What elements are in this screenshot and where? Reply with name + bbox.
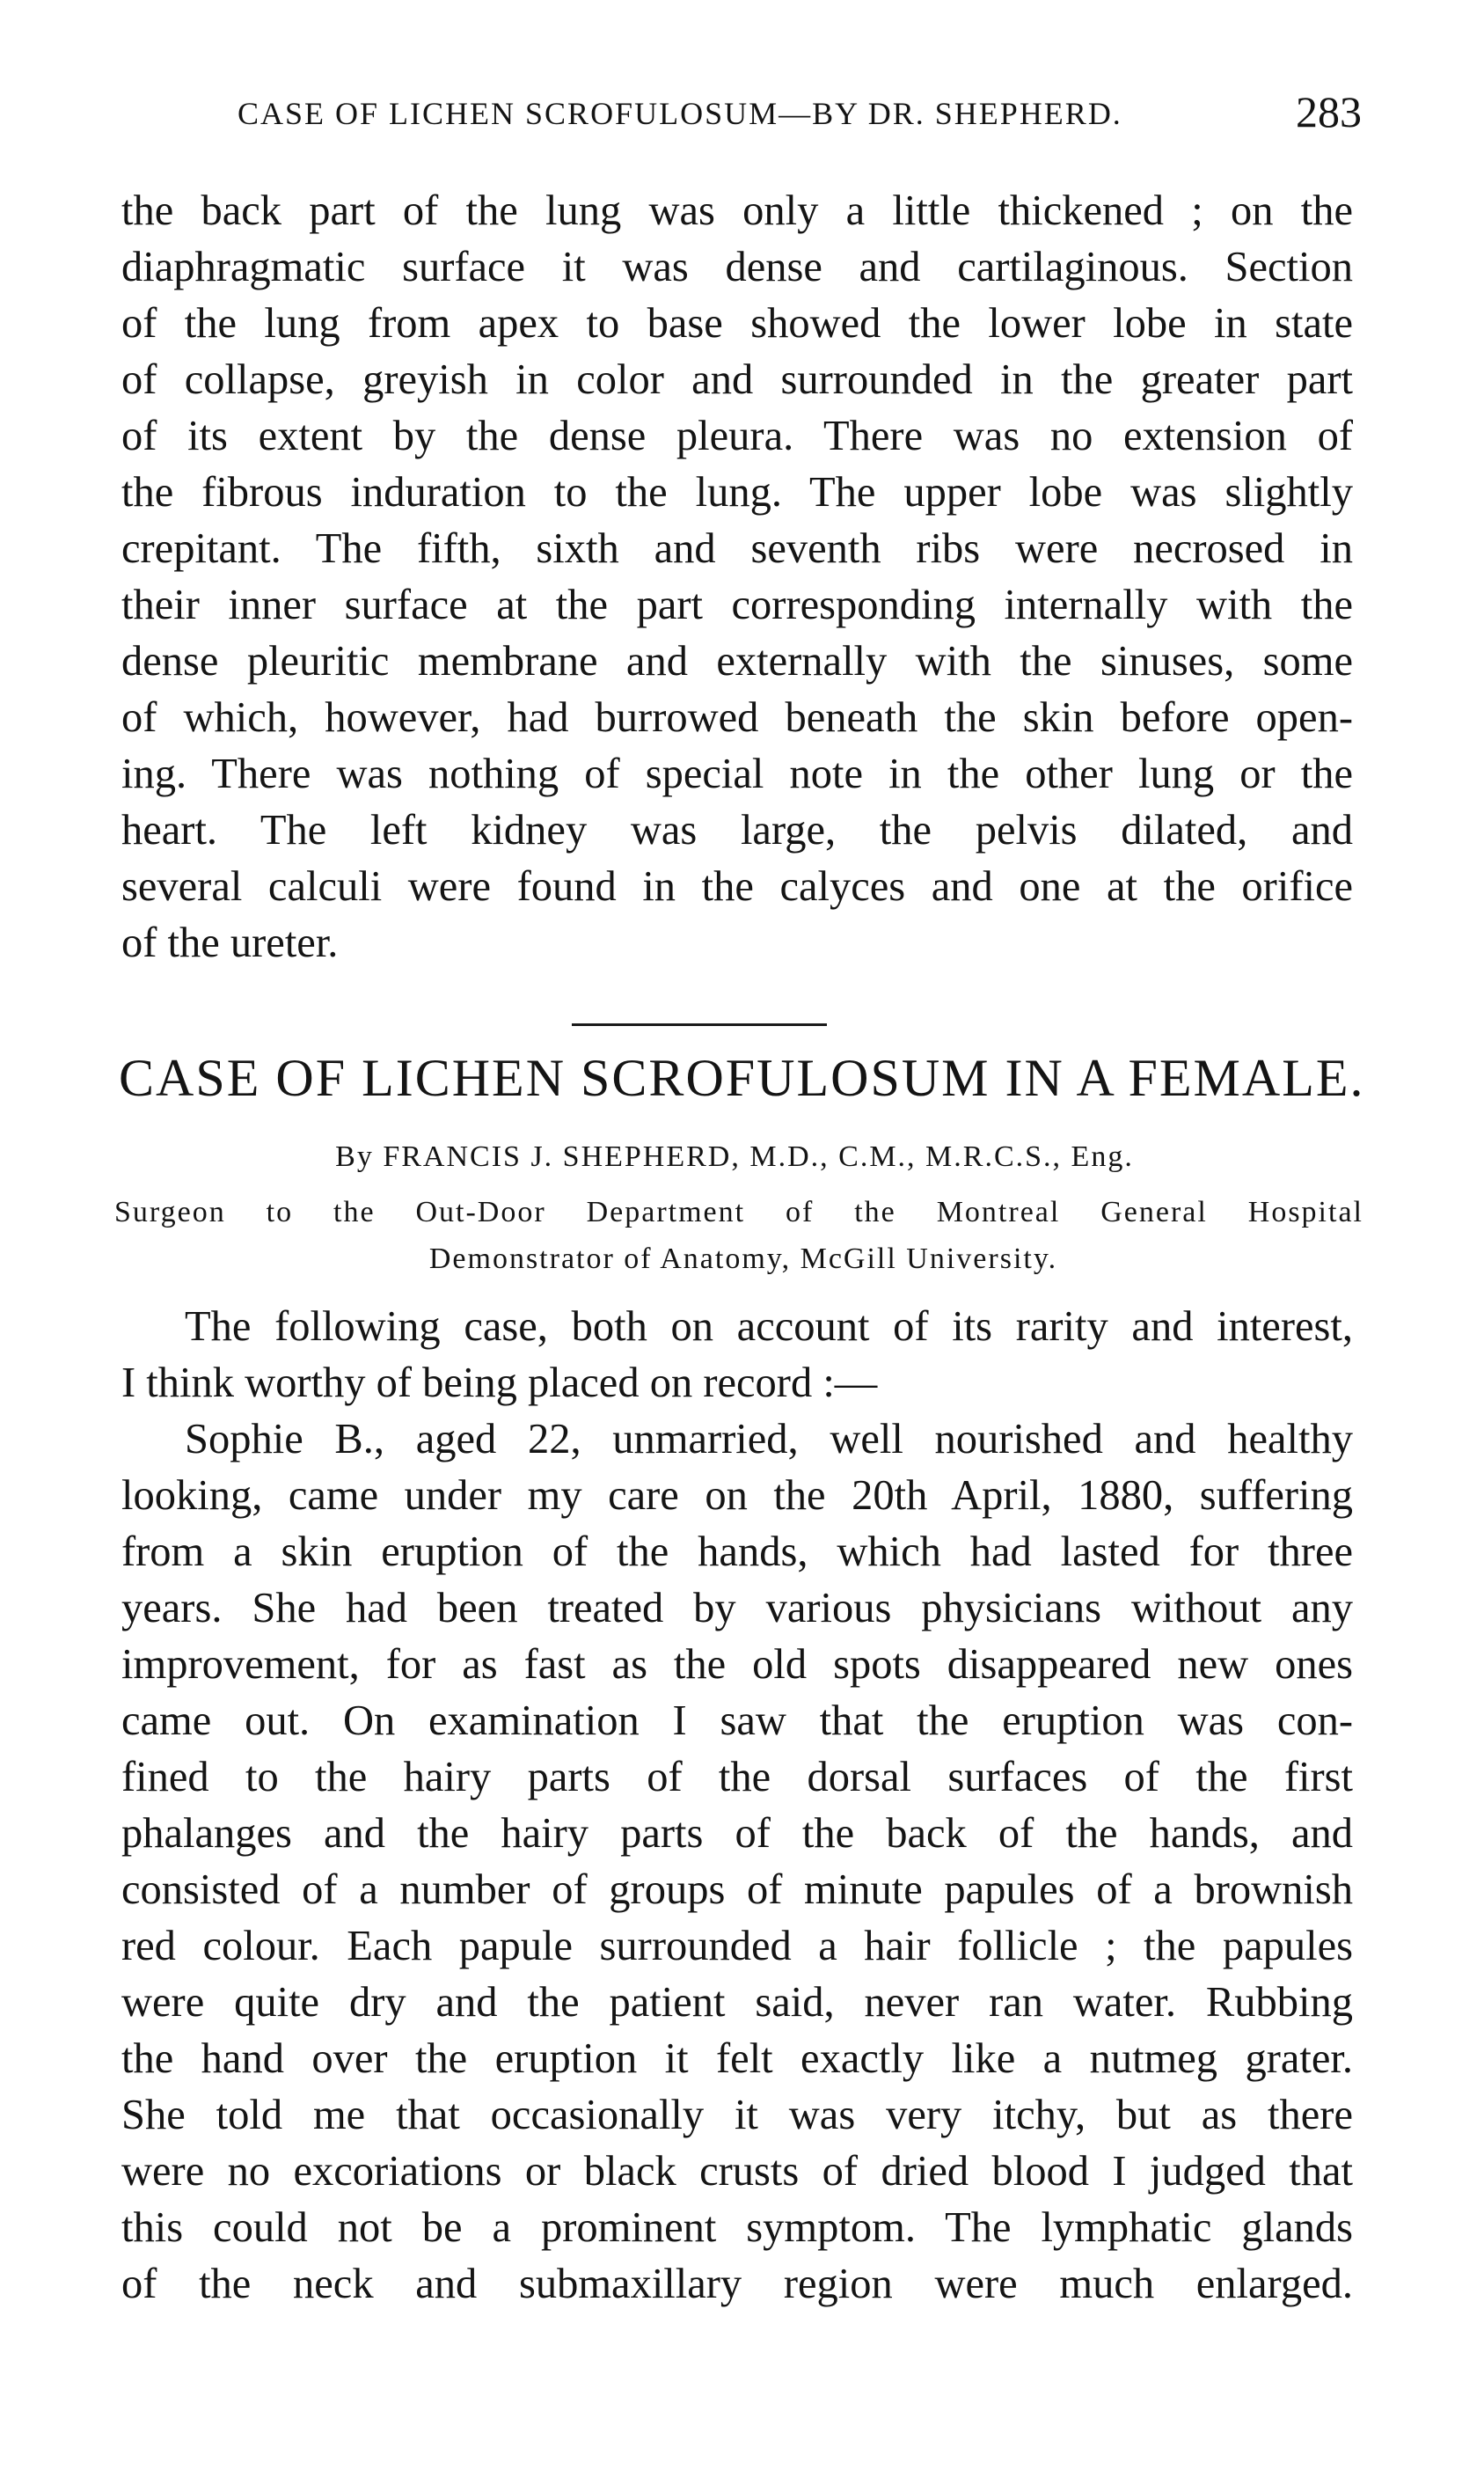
text-line: the hand over the eruption it felt exactly like a nutmeg grater.	[121, 2035, 1353, 2082]
page-number: 283	[1296, 87, 1362, 136]
text-line: of the neck and submaxillary region were much enlarged.	[121, 2261, 1353, 2307]
text-line: were no excoriations or black crusts of dried blood I judged that	[121, 2148, 1353, 2195]
text-line: looking, came under my care on the 20th April, 1880, suffering	[121, 1472, 1353, 1519]
text-line: ing. There was nothing of special note in the other lung or the	[121, 751, 1353, 797]
text-line: of collapse, greyish in color and surrounded in the greater part	[121, 356, 1353, 403]
text-line: of which, however, had burrowed beneath the skin before open-	[121, 694, 1353, 741]
text-line: of the ureter.	[121, 920, 339, 966]
text-line: Sophie B., aged 22, unmarried, well nourished and healthy	[185, 1416, 1353, 1462]
text-line: from a skin eruption of the hands, which had lasted for three	[121, 1528, 1353, 1575]
author-affiliation: Surgeon to the Out-Door Department of the Montreal General Hospital	[114, 1196, 1363, 1228]
author-affiliation: Demonstrator of Anatomy, McGill University.	[428, 1242, 1058, 1275]
text-line: years. She had been treated by various physicians without any	[121, 1585, 1353, 1631]
text-line: consisted of a number of groups of minute papules of a brownish	[121, 1866, 1353, 1913]
text-line: their inner surface at the part corresponding internally with the	[121, 582, 1353, 628]
running-head-title: CASE OF LICHEN SCROFULOSUM—BY DR. SHEPHERD.	[238, 96, 1122, 131]
text-line: improvement, for as fast as the old spots disappeared new ones	[121, 1641, 1353, 1688]
text-line: of its extent by the dense pleura. There was no extension of	[121, 413, 1353, 459]
article-byline: By FRANCIS J. SHEPHERD, M.D., C.M., M.R.C.S., Eng.	[335, 1140, 1134, 1173]
text-line: dense pleuritic membrane and externally with the sinuses, some	[121, 638, 1353, 685]
section-divider	[572, 1023, 827, 1026]
article-heading: CASE OF LICHEN SCROFULOSUM IN A FEMALE.	[119, 1049, 1365, 1107]
text-line: several calculi were found in the calyces and one at the orifice	[121, 863, 1353, 910]
text-line: were quite dry and the patient said, never ran water. Rubbing	[121, 1979, 1353, 2026]
text-line: diaphragmatic surface it was dense and cartilaginous. Section	[121, 244, 1353, 290]
text-line: the back part of the lung was only a little thickened ; on the	[121, 187, 1353, 234]
text-line: She told me that occasionally it was very itchy, but as there	[121, 2092, 1353, 2138]
text-line: red colour. Each papule surrounded a hair follicle ; the papules	[121, 1923, 1353, 1969]
running-head	[238, 86, 1372, 148]
text-line: this could not be a prominent symptom. The lymphatic glands	[121, 2204, 1353, 2251]
text-line: I think worthy of being placed on record :—	[121, 1360, 878, 1406]
text-line: heart. The left kidney was large, the pelvis dilated, and	[121, 807, 1353, 854]
text-line: fined to the hairy parts of the dorsal surfaces of the first	[121, 1754, 1353, 1800]
text-line: phalanges and the hairy parts of the back of the hands, and	[121, 1810, 1353, 1857]
text-line: of the lung from apex to base showed the lower lobe in state	[121, 300, 1353, 347]
text-line: crepitant. The fifth, sixth and seventh ribs were necrosed in	[121, 525, 1353, 572]
text-line: came out. On examination I saw that the eruption was con-	[121, 1697, 1353, 1744]
text-line: The following case, both on account of its rarity and interest,	[185, 1303, 1353, 1350]
text-line: the fibrous induration to the lung. The upper lobe was slightly	[121, 469, 1353, 516]
